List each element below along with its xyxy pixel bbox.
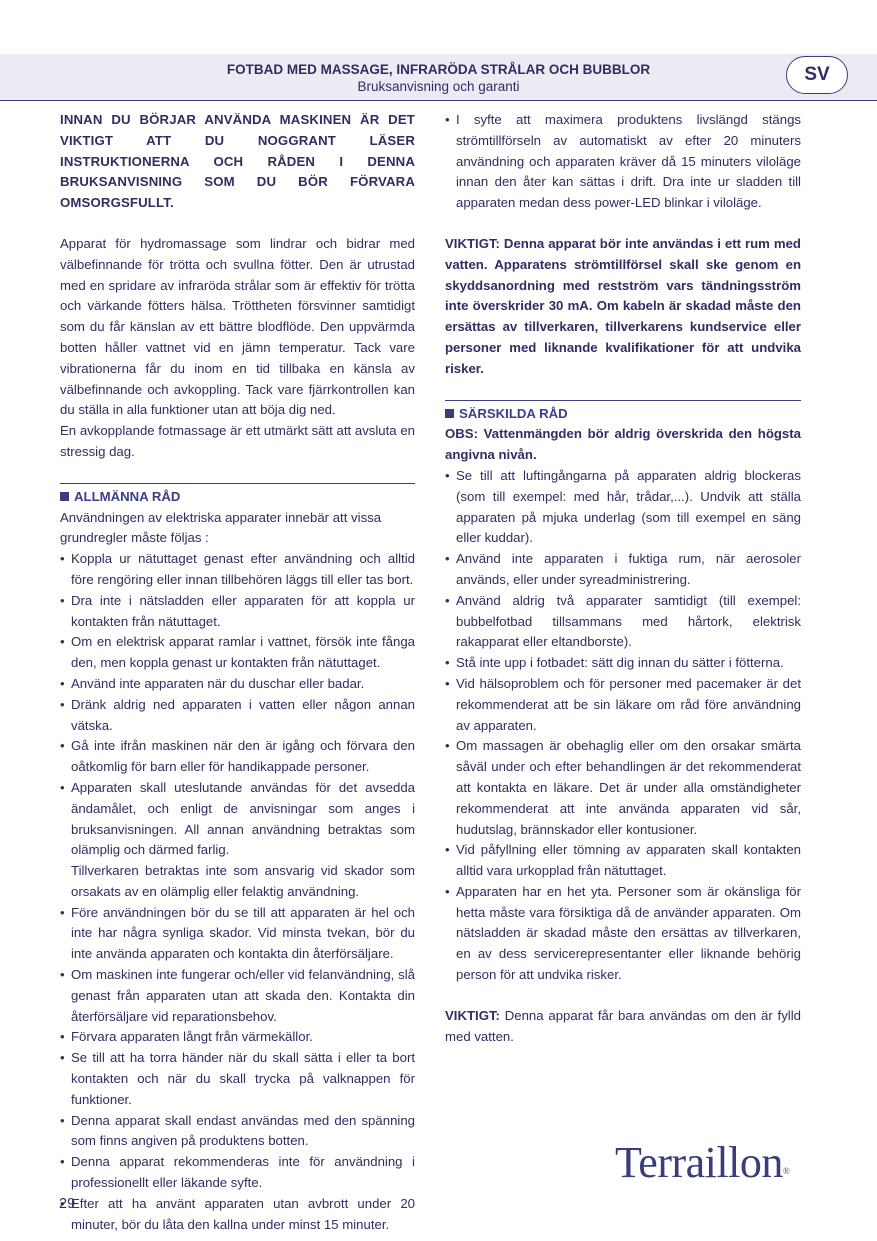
list-item: • Stå inte upp i fotbadet: sätt dig innan du sätter i fötterna. <box>445 653 801 674</box>
right-column <box>445 110 801 1047</box>
left-column <box>60 110 415 1235</box>
brand-logo <box>615 1138 789 1188</box>
intro-warning: INNAN DU BÖRJAR ANVÄNDA MASKINEN ÄR DET VIKTIGT ATT DU NOGGRANT LÄSER INSTRUKTIONERNA OCH RÅDEN I DENNA BRUKSANVISNING SOM DU BÖR FÖRVARA OMSORGSFULLT. <box>60 112 415 211</box>
final-warning-text: Denna apparat får bara användas om den är fylld med vatten. <box>445 1007 801 1044</box>
list-item: • Vid hälsoproblem och för personer med pacemaker är det rekommenderat att be sin läkare om råd före användning av apparaten. <box>445 674 801 736</box>
section-heading-special <box>445 400 801 425</box>
obs-note: OBS: Vattenmängden bör aldrig överskrida den högsta angivna nivån. <box>445 426 801 463</box>
general-advice-list-cont <box>60 903 415 1236</box>
list-item: • Koppla ur nätuttaget genast efter användning och alltid före rengöring eller innan tillbehören läggs till eller tas bort. <box>60 549 415 591</box>
special-advice-list <box>445 466 801 986</box>
list-item-continuation: Tillverkaren betraktas inte som ansvarig vid skador som orsakats av en olämplig eller felaktig användning. <box>71 863 415 899</box>
list-item: • Använd inte apparaten när du duschar eller badar. <box>60 674 415 695</box>
important-warning: VIKTIGT: Denna apparat bör inte användas i ett rum med vatten. Apparatens strömtillförsel skall ske genom en skyddsanordning med restström vars tändningsström inte överskrider 30 mA. Om kabeln är skadad måste den ersättas av tillverkaren, tillverkarens kundservice eller personer med liknande kvalifikationer för att undvika risker. <box>445 235 801 376</box>
page-header <box>0 54 877 101</box>
final-warning <box>445 1006 801 1048</box>
intro-paragraph: Apparat för hydromassage som lindrar och bidrar med välbefinnande för trötta och svullna fötter. Den är utrustad med en spridare av infraröda strålar som är effektiv för trötta och värkande fötters hälsa. Tröttheten försvinner samtidigt som du får känslan av ett bättre blodflöde. Den uppvärmda botten håller vattnet vid en jämn temperatur. Tack vare vibrationerna får du inom en tid tillbaka en känsla av välbefinnande och avkoppling. Tack vare fjärrkontrollen kan du ställa in alla funktioner utan att böja dig ned. <box>60 235 415 418</box>
square-bullet-icon <box>445 409 454 418</box>
document-title: FOTBAD MED MASSAGE, INFRARÖDA STRÅLAR OCH BUBBLOR <box>226 62 651 77</box>
list-item: • Dränk aldrig ned apparaten i vatten eller någon annan vätska. <box>60 695 415 737</box>
list-item: • I syfte att maximera produktens livslängd stängs strömtillförseln av automatiskt av efter 20 minuters användning och apparaten kräver då 15 minuters viloläge innan den åter kan sättas i drift. Dra inte ur sladden till apparaten medan dess power-LED blinkar i viloläge. <box>445 110 801 214</box>
final-warning-label: VIKTIGT: <box>445 1007 500 1023</box>
page-number: 29 <box>59 1196 76 1212</box>
list-item: • Se till att ha torra händer när du skall sätta i eller ta bort kontakten och när du skall trycka på valknappen för funktioner. <box>60 1048 415 1110</box>
list-item: • Denna apparat rekommenderas inte för användning i professionellt eller läkande syfte. <box>60 1152 415 1194</box>
intro-paragraph-2: En avkopplande fotmassage är ett utmärkt sätt att avsluta en stressig dag. <box>60 423 415 459</box>
section-heading-general <box>60 483 415 508</box>
list-item: • Före användningen bör du se till att apparaten är hel och inte har några synliga skador. Vid minsta tvekan, bör du inte använda apparaten och kontakta din återförsäljare. <box>60 903 415 965</box>
brand-name: Terraillon <box>615 1138 783 1187</box>
list-item: • Apparaten skall uteslutande användas för det avsedda ändamålet, och enligt de anvisningar som anges i bruksanvisningen. All annan användning betraktas som olämplig och därmed farlig. <box>60 778 415 861</box>
section-intro: Användningen av elektriska apparater innebär att vissa grundregler måste följas : <box>60 509 382 546</box>
section-title: ALLMÄNNA RÅD <box>74 488 181 504</box>
list-item: • Efter att ha använt apparaten utan avbrott under 20 minuter, bör du låta den kallna under minst 15 minuter. <box>60 1194 415 1236</box>
square-bullet-icon <box>60 492 69 501</box>
list-item: • Gå inte ifrån maskinen när den är igång och förvara den oåtkomlig för barn eller för handikappade personer. <box>60 736 415 778</box>
list-item: • Denna apparat skall endast användas med den spänning som finns angiven på produktens botten. <box>60 1111 415 1153</box>
list-item: • Använd aldrig två apparater samtidigt (till exempel: bubbelfotbad tillsammans med hårtork, elektrisk rakapparat eller eltandborste). <box>445 591 801 653</box>
list-item: • Använd inte apparaten i fuktiga rum, när aerosoler används, eller under syreadministrering. <box>445 549 801 591</box>
language-badge: SV <box>786 56 848 94</box>
registered-mark: ® <box>782 1166 790 1176</box>
list-item: • Om maskinen inte fungerar och/eller vid felanvändning, slå genast från apparaten utan att skada den. Kontakta din återförsäljare vid reparationsbehov. <box>60 965 415 1027</box>
list-item: • Dra inte i nätsladden eller apparaten för att koppla ur kontakten från nätuttaget. <box>60 591 415 633</box>
list-item: • Förvara apparaten långt från värmekällor. <box>60 1027 415 1048</box>
auto-shutoff-list <box>445 110 801 214</box>
section-title: SÄRSKILDA RÅD <box>459 405 568 421</box>
list-item: • Vid påfyllning eller tömning av apparaten skall kontakten alltid vara urkopplad från nätuttaget. <box>445 840 801 882</box>
list-item: • Om en elektrisk apparat ramlar i vattnet, försök inte fånga den, men koppla genast ur kontakten från nätuttaget. <box>60 632 415 674</box>
list-item: • Se till att luftingångarna på apparaten aldrig blockeras (som till exempel: med hår, trådar,...). Undvik att ställa apparaten på mjuka underlag (som till exempel en säng eller kuddar). <box>445 466 801 549</box>
list-item: • Om massagen är obehaglig eller om den orsakar smärta såväl under och efter behandlingen är det rekommenderat att kontakta en läkare. Det är under alla omständigheter rekommenderat att inte använda apparaten vid sår, hudutslag, brännskador eller kontusioner. <box>445 736 801 840</box>
list-item: • Apparaten har en het yta. Personer som är okänsliga för hetta måste vara försiktiga då de använder apparaten. Om nätsladden är skadad måste den ersättas av tillverkaren, en av dess servicerepresentanter eller liknande behörig person för att undvika risker. <box>445 882 801 986</box>
document-subtitle: Bruksanvisning och garanti <box>357 79 520 94</box>
general-advice-list <box>60 549 415 861</box>
